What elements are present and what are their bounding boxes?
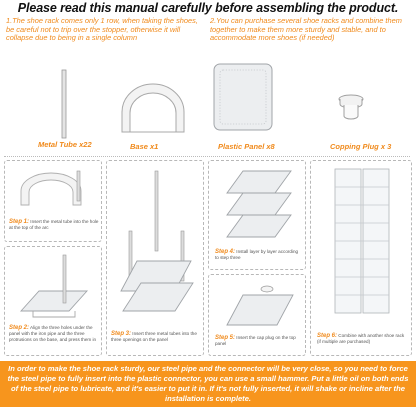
warning-banner: In order to make the shoe rack sturdy, our steel pipe and the connector will be very close, so you need to force the steel pipe to fully insert into the plastic connector, you can use a small hammer. Put a little oil on both ends of the steel pipe to lubricate, and it's easier to put it in. If it's not fully inserted, it will shake or incline after the installation is complete. — [0, 361, 416, 407]
step-3-box — [106, 160, 204, 356]
part-label-base: Base x1 — [130, 142, 159, 151]
step-2-number: Step 2: — [9, 325, 30, 331]
step-4-description: Install layer by layer according to step three — [215, 249, 299, 261]
step-6-box — [310, 160, 412, 356]
step-1-box — [4, 160, 102, 242]
cap-plug-illustration — [223, 281, 299, 331]
step-1-description: Insert the metal tube into the hole at the top of the arc — [9, 219, 99, 231]
step-6-description: Combine with another shoe rack (if multiple are purchased) — [317, 333, 405, 345]
combined-racks-illustration — [331, 167, 395, 317]
step-3-number: Step 3: — [111, 331, 132, 337]
layered-panels-illustration — [221, 167, 301, 247]
step-4-box — [208, 160, 306, 270]
part-label-plastic-panel: Plastic Panel x8 — [218, 142, 275, 151]
step-5-description: Insert the cap plug on the top panel — [215, 335, 296, 347]
step-2-text — [9, 325, 99, 342]
plastic-panel-icon — [212, 62, 276, 136]
step-5-box — [208, 274, 306, 356]
base-icon — [118, 82, 188, 138]
separator-line — [4, 156, 410, 157]
panel-on-base-illustration — [13, 251, 97, 321]
base-with-tube-illustration — [15, 169, 95, 209]
step-3-description: Insert three metal tubes into the three openings on the panel — [111, 331, 197, 343]
step-2-description: Align the three holes under the panel with the iron pipe and the three protrusions on the base, and press them in — [9, 325, 97, 342]
step-1-number: Step 1: — [9, 219, 30, 225]
part-label-metal-tube: Metal Tube x22 — [38, 140, 92, 149]
step-2-box — [4, 246, 102, 356]
step-6-text — [317, 333, 409, 345]
step-5-number: Step 5: — [215, 335, 236, 341]
manual-title: Please read this manual carefully before assembling the product. — [17, 1, 399, 15]
step-1-text — [9, 219, 99, 231]
note-combine-racks: 2.You can purchase several shoe racks and combine them together to make them more sturdy and stable, and to accommodate more shoes (if needed) — [210, 16, 402, 43]
step-3-text — [111, 331, 201, 343]
copping-plug-icon — [336, 94, 366, 120]
step-4-number: Step 4: — [215, 249, 236, 255]
step-6-number: Step 6: — [317, 333, 338, 339]
note-single-row: 1.The shoe rack comes only 1 row, when taking the shoes, be careful not to trip over the stopper, otherwise it will collapse due to being in a single column — [6, 16, 198, 43]
step-4-text — [215, 249, 303, 261]
three-tubes-illustration — [115, 171, 199, 321]
metal-tube-icon — [60, 70, 70, 140]
step-5-text — [215, 335, 303, 347]
part-label-copping-plug: Copping Plug x 3 — [330, 142, 392, 151]
